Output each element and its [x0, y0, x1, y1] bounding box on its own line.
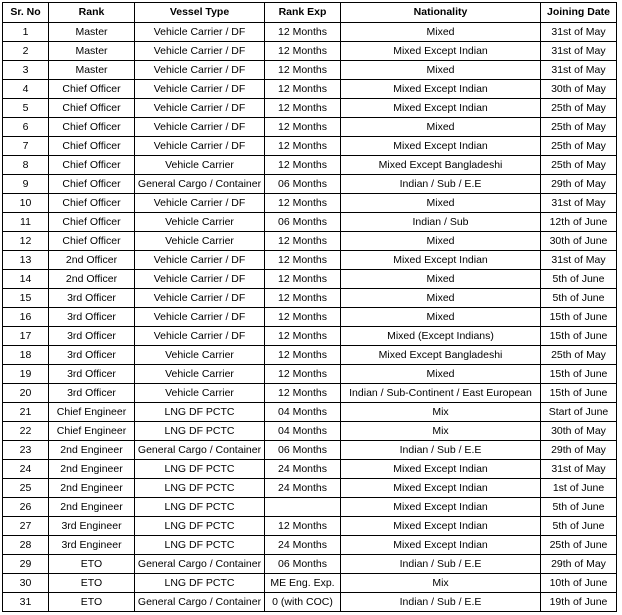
- cell-rank-exp: 24 Months: [265, 536, 341, 555]
- cell-rank: 3rd Officer: [49, 289, 135, 308]
- cell-vessel-type: Vehicle Carrier / DF: [135, 80, 265, 99]
- header-nationality: Nationality: [341, 3, 541, 23]
- cell-nationality: Mixed: [341, 270, 541, 289]
- table-row: [3, 175, 617, 194]
- cell-vessel-type: Vehicle Carrier / DF: [135, 308, 265, 327]
- cell-sr-no: 2: [3, 42, 49, 61]
- table-row: [3, 441, 617, 460]
- cell-rank: 3rd Officer: [49, 365, 135, 384]
- cell-rank-exp: 12 Months: [265, 118, 341, 137]
- cell-rank-exp: 12 Months: [265, 327, 341, 346]
- cell-rank: 2nd Engineer: [49, 460, 135, 479]
- cell-rank-exp: 12 Months: [265, 365, 341, 384]
- cell-rank: ETO: [49, 555, 135, 574]
- cell-joining-date: 25th of May: [541, 156, 617, 175]
- cell-sr-no: 24: [3, 460, 49, 479]
- cell-nationality: Mixed: [341, 232, 541, 251]
- cell-vessel-type: LNG DF PCTC: [135, 403, 265, 422]
- table-row: [3, 460, 617, 479]
- cell-rank-exp: 06 Months: [265, 213, 341, 232]
- cell-vessel-type: Vehicle Carrier / DF: [135, 42, 265, 61]
- cell-vessel-type: Vehicle Carrier / DF: [135, 61, 265, 80]
- cell-joining-date: 12th of June: [541, 213, 617, 232]
- cell-nationality: Mixed: [341, 118, 541, 137]
- cell-vessel-type: Vehicle Carrier / DF: [135, 137, 265, 156]
- cell-joining-date: 30th of May: [541, 422, 617, 441]
- cell-vessel-type: General Cargo / Container: [135, 441, 265, 460]
- cell-nationality: Indian / Sub / E.E: [341, 441, 541, 460]
- cell-rank-exp: 04 Months: [265, 422, 341, 441]
- cell-rank-exp: 12 Months: [265, 61, 341, 80]
- cell-rank: Chief Officer: [49, 137, 135, 156]
- cell-nationality: Indian / Sub-Continent / East European: [341, 384, 541, 403]
- cell-nationality: Mixed: [341, 194, 541, 213]
- cell-joining-date: 25th of May: [541, 346, 617, 365]
- cell-rank-exp: 12 Months: [265, 194, 341, 213]
- cell-vessel-type: General Cargo / Container: [135, 175, 265, 194]
- cell-joining-date: 15th of June: [541, 308, 617, 327]
- table-row: [3, 99, 617, 118]
- cell-vessel-type: Vehicle Carrier: [135, 213, 265, 232]
- table-body: [3, 23, 617, 612]
- cell-rank: Chief Officer: [49, 99, 135, 118]
- cell-vessel-type: LNG DF PCTC: [135, 517, 265, 536]
- cell-joining-date: 5th of June: [541, 289, 617, 308]
- table-row: [3, 118, 617, 137]
- cell-rank: Chief Engineer: [49, 422, 135, 441]
- cell-vessel-type: Vehicle Carrier: [135, 156, 265, 175]
- table-row: [3, 270, 617, 289]
- cell-nationality: Mixed Except Indian: [341, 517, 541, 536]
- cell-sr-no: 11: [3, 213, 49, 232]
- cell-rank-exp: 12 Months: [265, 517, 341, 536]
- cell-joining-date: 19th of June: [541, 593, 617, 612]
- table-row: [3, 137, 617, 156]
- cell-rank: Master: [49, 61, 135, 80]
- cell-rank: 3rd Officer: [49, 346, 135, 365]
- cell-nationality: Mixed: [341, 23, 541, 42]
- table-row: [3, 346, 617, 365]
- cell-nationality: Mixed Except Indian: [341, 479, 541, 498]
- cell-joining-date: 25th of June: [541, 536, 617, 555]
- cell-vessel-type: LNG DF PCTC: [135, 460, 265, 479]
- cell-rank-exp: 12 Months: [265, 384, 341, 403]
- cell-rank-exp: 04 Months: [265, 403, 341, 422]
- cell-vessel-type: LNG DF PCTC: [135, 479, 265, 498]
- cell-sr-no: 7: [3, 137, 49, 156]
- cell-rank-exp: 12 Months: [265, 251, 341, 270]
- cell-nationality: Mixed Except Indian: [341, 137, 541, 156]
- cell-vessel-type: General Cargo / Container: [135, 555, 265, 574]
- table-row: [3, 42, 617, 61]
- cell-vessel-type: Vehicle Carrier / DF: [135, 270, 265, 289]
- header-rank: Rank: [49, 3, 135, 23]
- cell-rank-exp: 12 Months: [265, 232, 341, 251]
- cell-rank-exp: 12 Months: [265, 137, 341, 156]
- cell-sr-no: 16: [3, 308, 49, 327]
- cell-nationality: Mixed (Except Indians): [341, 327, 541, 346]
- table-row: [3, 156, 617, 175]
- cell-rank: Chief Officer: [49, 194, 135, 213]
- cell-rank: Chief Officer: [49, 80, 135, 99]
- cell-vessel-type: Vehicle Carrier / DF: [135, 23, 265, 42]
- cell-sr-no: 25: [3, 479, 49, 498]
- cell-rank: 2nd Engineer: [49, 498, 135, 517]
- cell-rank-exp: 12 Months: [265, 80, 341, 99]
- table-row: [3, 517, 617, 536]
- cell-sr-no: 22: [3, 422, 49, 441]
- vacancy-table: [2, 2, 617, 612]
- cell-rank-exp: 06 Months: [265, 441, 341, 460]
- cell-vessel-type: LNG DF PCTC: [135, 574, 265, 593]
- header-sr-no: Sr. No: [3, 3, 49, 23]
- cell-joining-date: 5th of June: [541, 517, 617, 536]
- cell-vessel-type: Vehicle Carrier / DF: [135, 327, 265, 346]
- cell-nationality: Mix: [341, 422, 541, 441]
- cell-sr-no: 28: [3, 536, 49, 555]
- cell-sr-no: 5: [3, 99, 49, 118]
- cell-rank: 3rd Officer: [49, 327, 135, 346]
- cell-vessel-type: LNG DF PCTC: [135, 422, 265, 441]
- cell-joining-date: 25th of May: [541, 99, 617, 118]
- cell-sr-no: 21: [3, 403, 49, 422]
- table-row: [3, 479, 617, 498]
- cell-sr-no: 8: [3, 156, 49, 175]
- cell-nationality: Mixed Except Indian: [341, 460, 541, 479]
- cell-nationality: Mixed Except Indian: [341, 42, 541, 61]
- cell-sr-no: 10: [3, 194, 49, 213]
- cell-nationality: Mixed: [341, 365, 541, 384]
- table-row: [3, 593, 617, 612]
- cell-rank-exp: 24 Months: [265, 460, 341, 479]
- cell-sr-no: 27: [3, 517, 49, 536]
- cell-sr-no: 6: [3, 118, 49, 137]
- cell-rank: Chief Officer: [49, 156, 135, 175]
- cell-rank-exp: ME Eng. Exp.: [265, 574, 341, 593]
- table-row: [3, 251, 617, 270]
- cell-rank-exp: 06 Months: [265, 555, 341, 574]
- cell-nationality: Mix: [341, 574, 541, 593]
- table-row: [3, 23, 617, 42]
- cell-rank-exp: 12 Months: [265, 156, 341, 175]
- cell-nationality: Mixed: [341, 289, 541, 308]
- table-row: [3, 422, 617, 441]
- cell-vessel-type: LNG DF PCTC: [135, 536, 265, 555]
- cell-sr-no: 31: [3, 593, 49, 612]
- cell-rank: Master: [49, 42, 135, 61]
- cell-sr-no: 15: [3, 289, 49, 308]
- table-row: [3, 403, 617, 422]
- cell-nationality: Mixed: [341, 308, 541, 327]
- cell-joining-date: 31st of May: [541, 42, 617, 61]
- cell-joining-date: 31st of May: [541, 61, 617, 80]
- cell-vessel-type: Vehicle Carrier / DF: [135, 251, 265, 270]
- cell-rank-exp: 12 Months: [265, 99, 341, 118]
- cell-vessel-type: Vehicle Carrier: [135, 365, 265, 384]
- cell-rank: 2nd Engineer: [49, 479, 135, 498]
- cell-rank: Chief Officer: [49, 118, 135, 137]
- cell-nationality: Mixed Except Indian: [341, 498, 541, 517]
- table-row: [3, 365, 617, 384]
- cell-joining-date: 25th of May: [541, 118, 617, 137]
- header-joining-date: Joining Date: [541, 3, 617, 23]
- table-row: [3, 80, 617, 99]
- cell-joining-date: 29th of May: [541, 175, 617, 194]
- cell-joining-date: Start of June: [541, 403, 617, 422]
- cell-nationality: Mixed Except Indian: [341, 80, 541, 99]
- cell-rank: Chief Officer: [49, 175, 135, 194]
- cell-joining-date: 31st of May: [541, 460, 617, 479]
- cell-rank-exp: 12 Months: [265, 23, 341, 42]
- cell-sr-no: 17: [3, 327, 49, 346]
- cell-rank-exp: 12 Months: [265, 270, 341, 289]
- cell-nationality: Mixed Except Indian: [341, 99, 541, 118]
- cell-rank: 2nd Engineer: [49, 441, 135, 460]
- cell-sr-no: 1: [3, 23, 49, 42]
- cell-joining-date: 15th of June: [541, 327, 617, 346]
- cell-joining-date: 15th of June: [541, 384, 617, 403]
- table-row: [3, 194, 617, 213]
- cell-sr-no: 26: [3, 498, 49, 517]
- cell-rank: 3rd Engineer: [49, 536, 135, 555]
- cell-rank-exp: 12 Months: [265, 42, 341, 61]
- cell-vessel-type: LNG DF PCTC: [135, 498, 265, 517]
- cell-nationality: Indian / Sub / E.E: [341, 593, 541, 612]
- table-row: [3, 327, 617, 346]
- header-row: [3, 3, 617, 23]
- cell-vessel-type: General Cargo / Container: [135, 593, 265, 612]
- cell-sr-no: 4: [3, 80, 49, 99]
- cell-joining-date: 10th of June: [541, 574, 617, 593]
- cell-rank: Chief Engineer: [49, 403, 135, 422]
- cell-rank: 2nd Officer: [49, 270, 135, 289]
- cell-sr-no: 29: [3, 555, 49, 574]
- cell-rank: Chief Officer: [49, 232, 135, 251]
- cell-nationality: Mixed Except Indian: [341, 536, 541, 555]
- cell-sr-no: 30: [3, 574, 49, 593]
- cell-vessel-type: Vehicle Carrier: [135, 384, 265, 403]
- cell-joining-date: 30th of May: [541, 80, 617, 99]
- cell-rank: 3rd Officer: [49, 308, 135, 327]
- cell-nationality: Indian / Sub / E.E: [341, 175, 541, 194]
- table-row: [3, 498, 617, 517]
- cell-joining-date: 5th of June: [541, 270, 617, 289]
- table-row: [3, 232, 617, 251]
- table-row: [3, 61, 617, 80]
- cell-nationality: Mix: [341, 403, 541, 422]
- cell-joining-date: 25th of May: [541, 137, 617, 156]
- cell-rank-exp: 0 (with COC): [265, 593, 341, 612]
- cell-rank: 3rd Engineer: [49, 517, 135, 536]
- table-row: [3, 384, 617, 403]
- table-row: [3, 555, 617, 574]
- cell-rank-exp: 24 Months: [265, 479, 341, 498]
- cell-rank: Chief Officer: [49, 213, 135, 232]
- cell-sr-no: 14: [3, 270, 49, 289]
- cell-rank-exp: 12 Months: [265, 308, 341, 327]
- header-vessel-type: Vessel Type: [135, 3, 265, 23]
- cell-nationality: Mixed Except Bangladeshi: [341, 346, 541, 365]
- cell-rank-exp: [265, 498, 341, 517]
- cell-sr-no: 20: [3, 384, 49, 403]
- cell-vessel-type: Vehicle Carrier / DF: [135, 289, 265, 308]
- cell-vessel-type: Vehicle Carrier / DF: [135, 194, 265, 213]
- cell-nationality: Indian / Sub / E.E: [341, 555, 541, 574]
- table-row: [3, 308, 617, 327]
- cell-sr-no: 18: [3, 346, 49, 365]
- cell-sr-no: 9: [3, 175, 49, 194]
- cell-vessel-type: Vehicle Carrier: [135, 232, 265, 251]
- cell-sr-no: 19: [3, 365, 49, 384]
- cell-rank: ETO: [49, 593, 135, 612]
- cell-sr-no: 13: [3, 251, 49, 270]
- cell-nationality: Mixed Except Indian: [341, 251, 541, 270]
- table-row: [3, 574, 617, 593]
- cell-joining-date: 1st of June: [541, 479, 617, 498]
- cell-rank: ETO: [49, 574, 135, 593]
- header-rank-exp: Rank Exp: [265, 3, 341, 23]
- cell-joining-date: 15th of June: [541, 365, 617, 384]
- cell-sr-no: 3: [3, 61, 49, 80]
- cell-rank-exp: 12 Months: [265, 346, 341, 365]
- cell-joining-date: 29th of May: [541, 555, 617, 574]
- cell-sr-no: 12: [3, 232, 49, 251]
- cell-joining-date: 31st of May: [541, 194, 617, 213]
- cell-vessel-type: Vehicle Carrier / DF: [135, 118, 265, 137]
- cell-joining-date: 5th of June: [541, 498, 617, 517]
- cell-nationality: Mixed Except Bangladeshi: [341, 156, 541, 175]
- cell-sr-no: 23: [3, 441, 49, 460]
- table-row: [3, 289, 617, 308]
- cell-nationality: Mixed: [341, 61, 541, 80]
- cell-joining-date: 31st of May: [541, 251, 617, 270]
- cell-joining-date: 31st of May: [541, 23, 617, 42]
- cell-vessel-type: Vehicle Carrier / DF: [135, 99, 265, 118]
- cell-joining-date: 30th of June: [541, 232, 617, 251]
- table-row: [3, 213, 617, 232]
- cell-nationality: Indian / Sub: [341, 213, 541, 232]
- cell-rank: Master: [49, 23, 135, 42]
- cell-rank: 2nd Officer: [49, 251, 135, 270]
- table-row: [3, 536, 617, 555]
- cell-rank-exp: 06 Months: [265, 175, 341, 194]
- cell-rank-exp: 12 Months: [265, 289, 341, 308]
- cell-rank: 3rd Officer: [49, 384, 135, 403]
- cell-vessel-type: Vehicle Carrier: [135, 346, 265, 365]
- cell-joining-date: 29th of May: [541, 441, 617, 460]
